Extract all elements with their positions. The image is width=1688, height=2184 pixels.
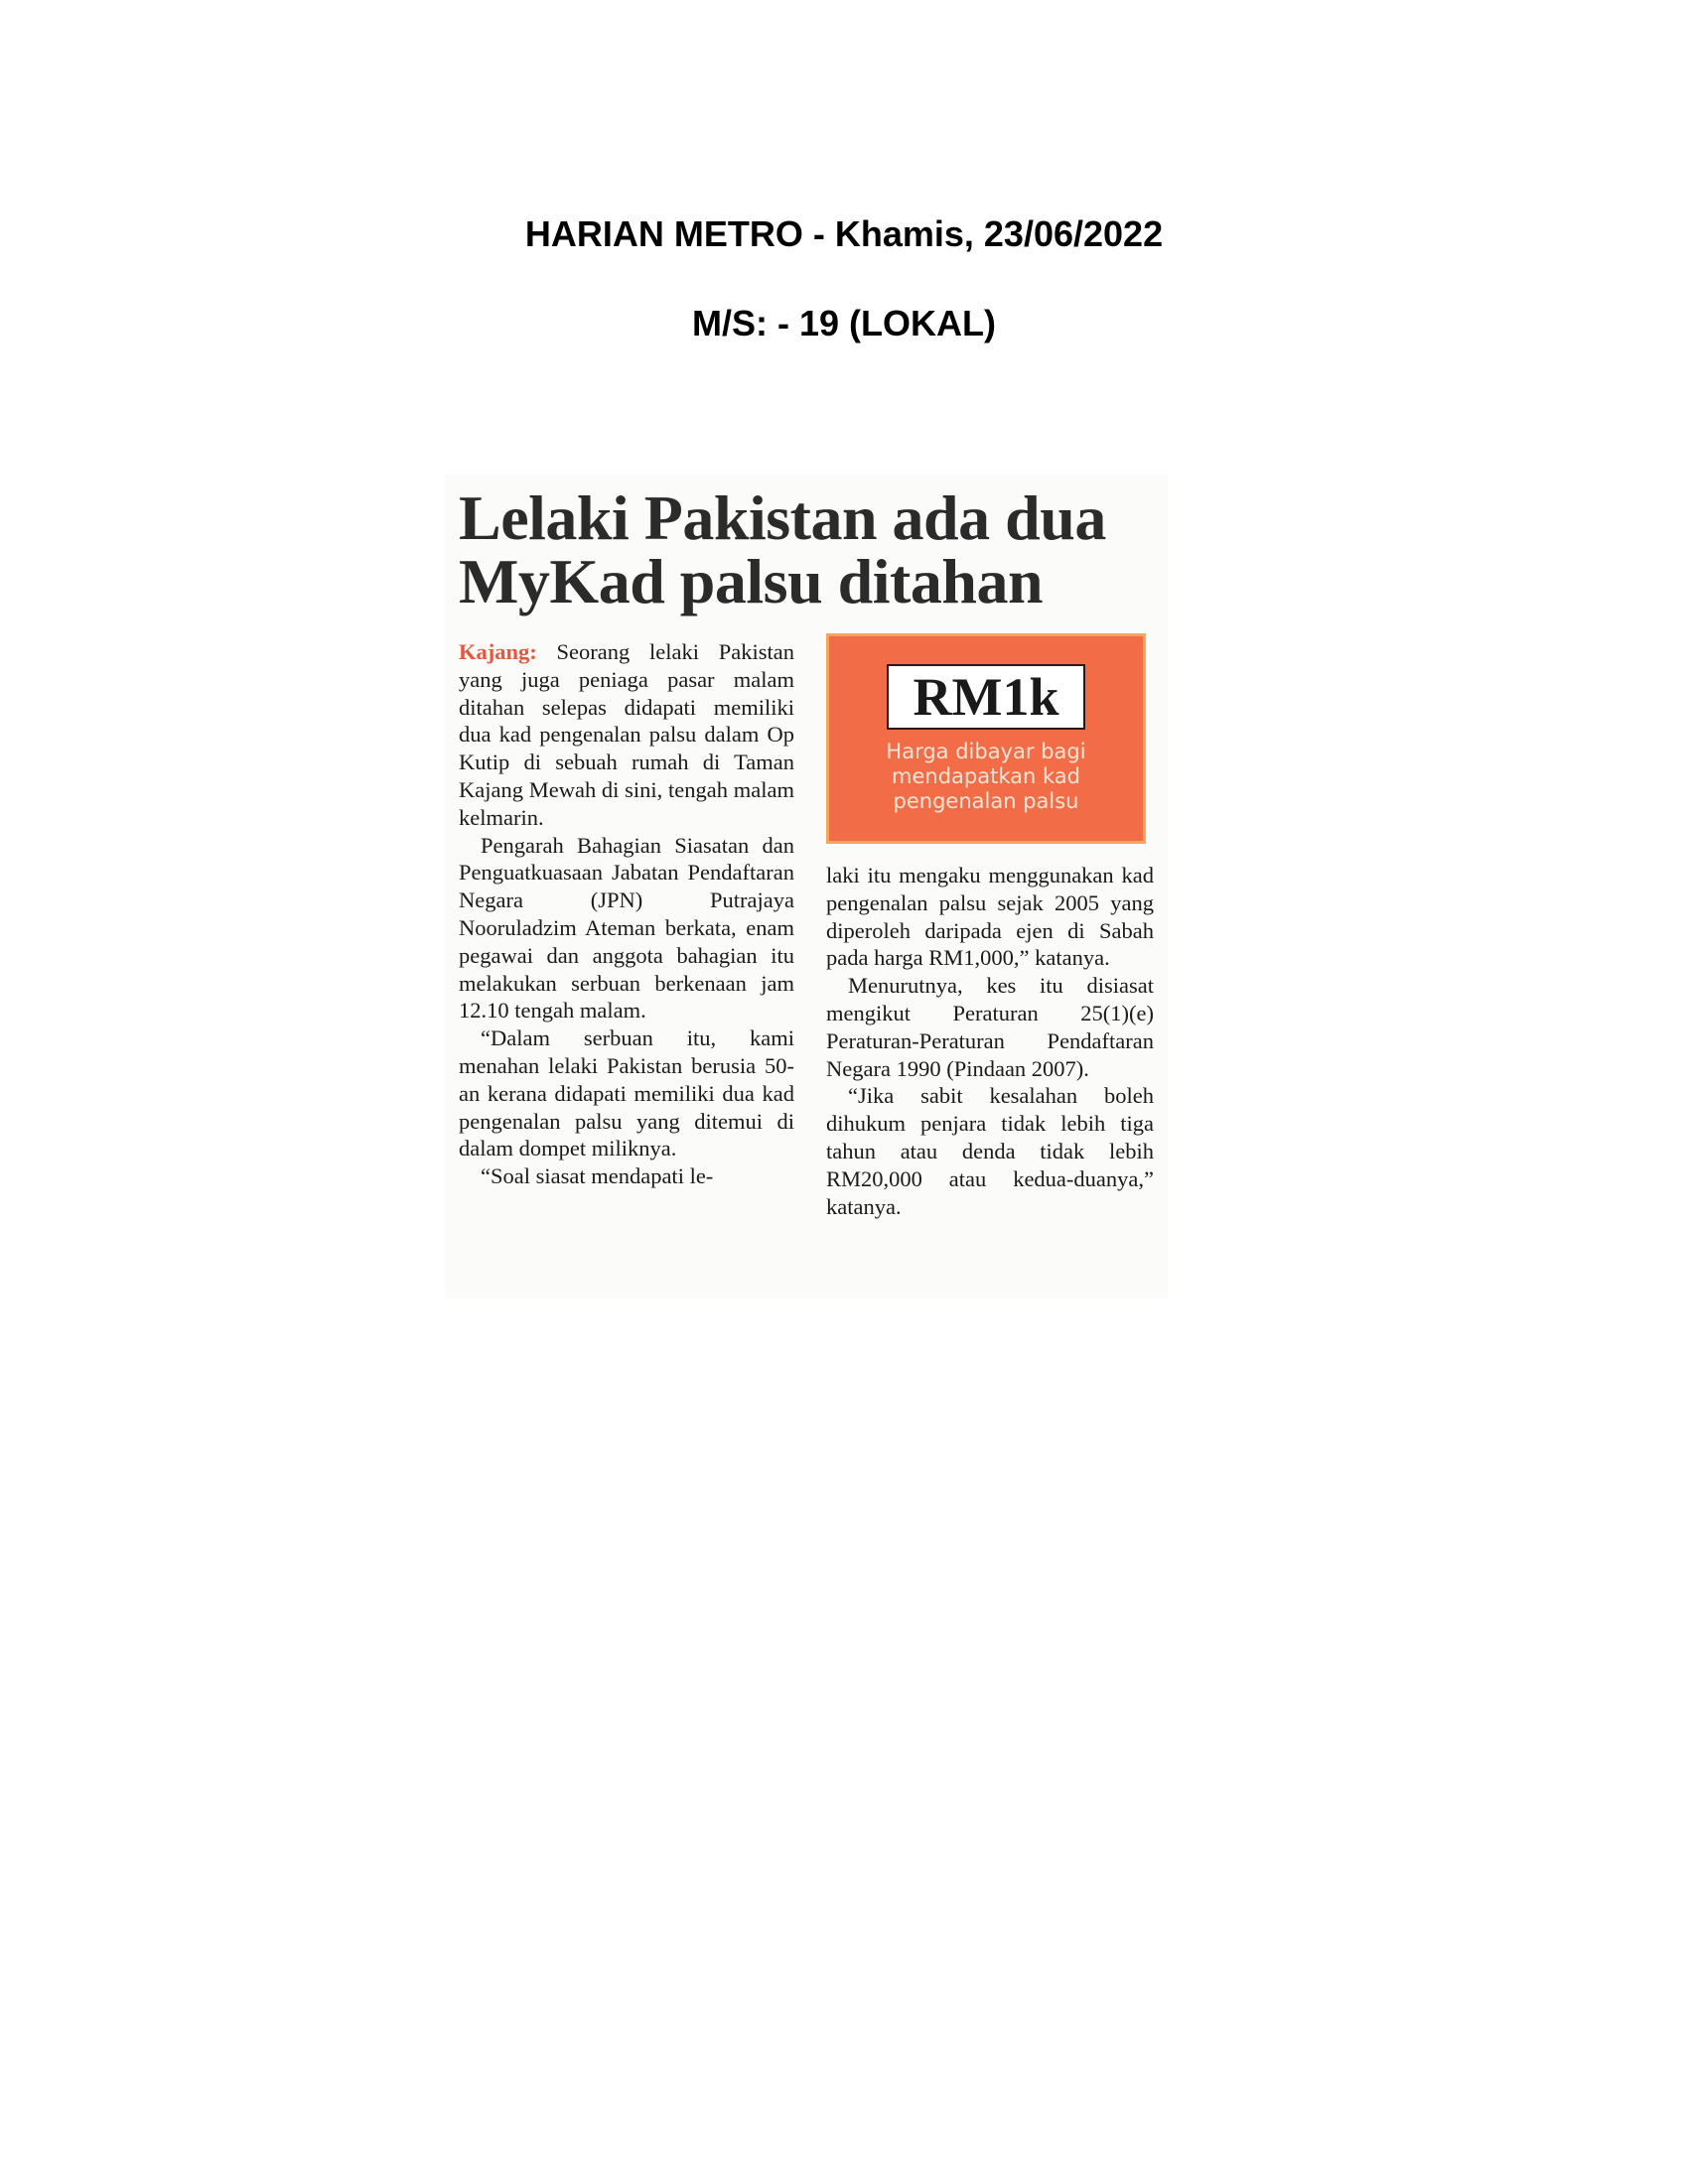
article-paragraph: Pengarah Bahagian Siasatan dan Penguatkuasaan Jabatan Pendaftaran Negara (JPN) Putrajaya Nooruladzim Ateman berkata, enam pegawai dan anggota bahagian itu melakukan serbuan berkenaan jam 12.10 tengah malam. bbox=[459, 832, 794, 1024]
article-paragraph: Menurutnya, kes itu disiasat mengikut Peraturan 25(1)(e) Peraturan-Peraturan Pendaftaran Negara 1990 (Pindaan 2007). bbox=[826, 973, 1154, 1081]
article-paragraph bbox=[459, 638, 794, 832]
paragraph-text: Seorang lelaki Pakistan yang juga peniaga pasar malam ditahan selepas didapati memiliki dua kad pengenalan palsu dalam Op Kutip di sebuah rumah di Taman Kajang Mewah di sini, tengah malam kelmarin. bbox=[459, 639, 794, 830]
article-column-right bbox=[826, 862, 1154, 1220]
article-paragraph: “Dalam serbuan itu, kami menahan lelaki Pakistan berusia 50-an kerana didapati memiliki dua kad pengenalan palsu yang ditemui di dalam dompet miliknya. bbox=[459, 1025, 794, 1161]
headline-line-1: Lelaki Pakistan ada dua bbox=[459, 482, 1106, 553]
fact-box-figure: RM1k bbox=[887, 664, 1085, 730]
clipping-source-date: HARIAN METRO - Khamis, 23/06/2022 bbox=[524, 213, 1164, 254]
headline-line-2: MyKad palsu ditahan bbox=[459, 546, 1044, 616]
article-column-left bbox=[459, 638, 794, 1190]
fact-box-caption: Harga dibayar bagi mendapatkan kad pengenalan palsu bbox=[886, 740, 1086, 813]
article-paragraph: “Jika sabit kesalahan boleh dihukum penjara tidak lebih tiga tahun atau denda tidak lebih RM20,000 atau kedua-duanya,” katanya. bbox=[826, 1083, 1154, 1219]
fact-box bbox=[826, 633, 1146, 844]
newspaper-clipping bbox=[445, 475, 1168, 1298]
article-dateline: Kajang: bbox=[459, 639, 537, 664]
clipping-page-section: M/S: - 19 (LOKAL) bbox=[692, 303, 996, 343]
article-paragraph: laki itu mengaku menggunakan kad pengenalan palsu sejak 2005 yang diperoleh daripada ejen di Sabah pada harga RM1,000,” katanya. bbox=[826, 863, 1154, 971]
article-paragraph: “Soal siasat mendapati le- bbox=[481, 1163, 714, 1189]
article-headline bbox=[459, 482, 1174, 616]
